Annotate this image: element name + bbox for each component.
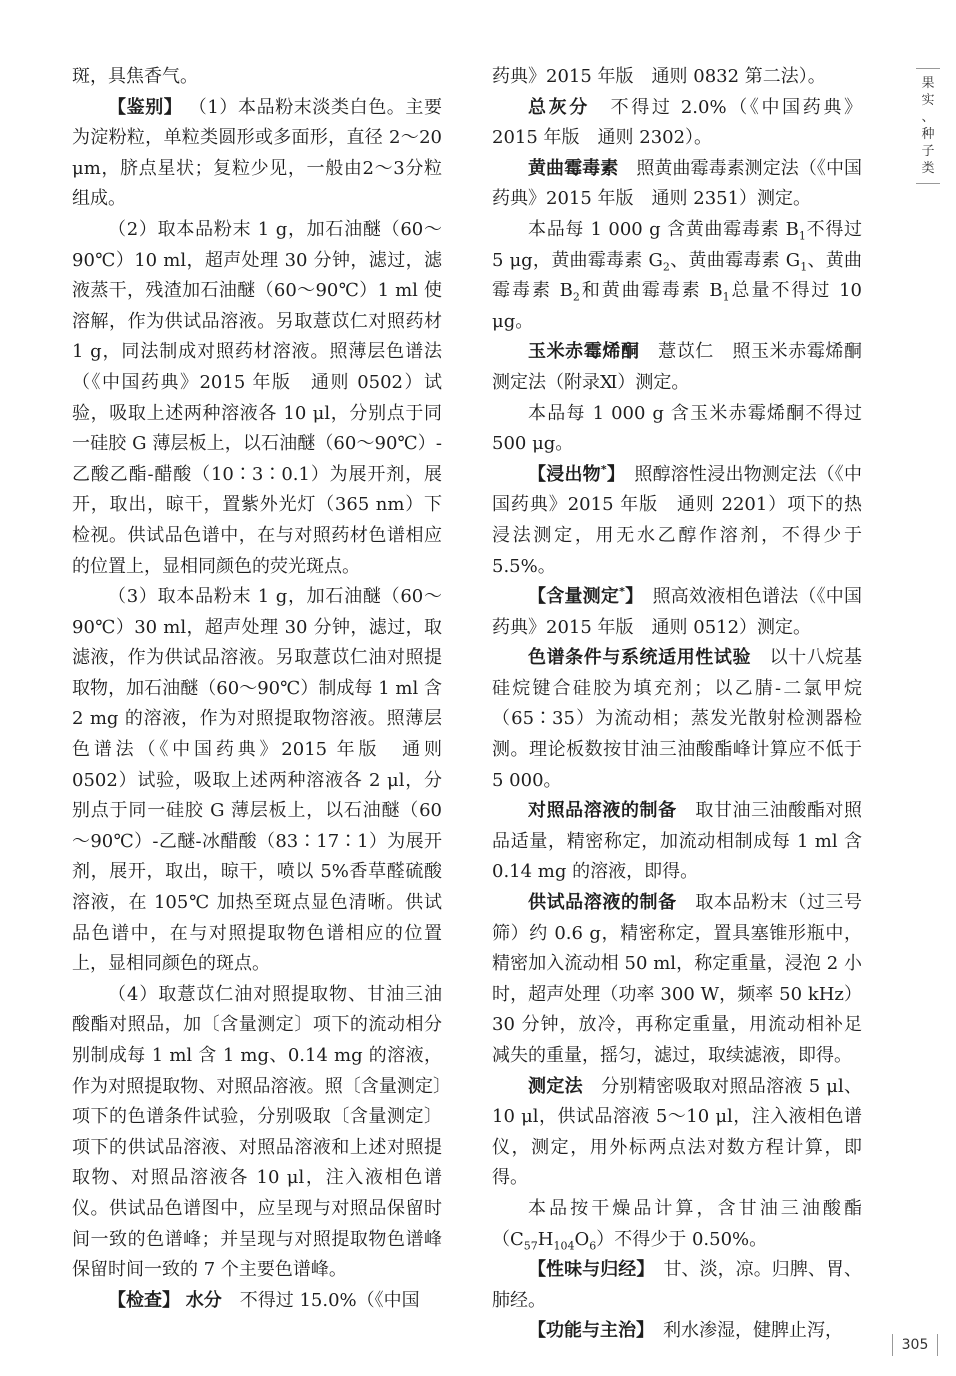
asterisk: *	[600, 462, 607, 476]
chapter-side-tab	[916, 68, 940, 184]
text: H	[537, 1228, 554, 1250]
text: 、黄曲霉毒素 B	[492, 249, 862, 302]
subheading-aflatoxin: 黄曲霉毒素	[528, 157, 619, 179]
subheading-zearalenone: 玉米赤霉烯酮	[528, 341, 640, 363]
section-heading-extract	[528, 464, 616, 485]
asterisk: *	[619, 585, 625, 599]
tab-char: 子	[921, 144, 935, 159]
paragraph-reference-solution	[492, 796, 862, 888]
subscript: 57	[523, 1239, 538, 1253]
subheading-ash: 总灰分	[528, 96, 590, 118]
text: 和黄曲霉毒素 B	[579, 280, 723, 302]
tab-char: 种	[921, 127, 935, 142]
paragraph-identify-2	[72, 215, 442, 582]
paragraph-zearalenone	[492, 337, 862, 398]
paragraph-zearalenone-limit	[492, 399, 862, 460]
tab-char: 、	[921, 110, 935, 125]
subheading-test-solution: 供试品溶液的制备	[528, 892, 677, 914]
paragraph-test-solution	[492, 888, 862, 1072]
text: 不得过 15.0%（《中国	[239, 1289, 420, 1311]
text: （2）取本品粉末 1 g，加石油醚（60～90℃）10 ml，超声处理 30 分钟，滤过，滤液蒸干，残渣加石油醚（60～90℃）1 ml 使溶解，作为供试品溶液。另取薏苡仁对照药材 1 g，同法制成对照药材溶液。照薄层色谱法（《中国药典》2015 年版 通则 0502）试验，吸取上述两种溶液各 10 μl，分别点于同一硅胶 G 薄层板上，以石油醚（60～90℃）-乙酸乙酯-醋酸（10∶3∶0.1）为展开剂，展开，取出，晾干，置紫外光灯（365 nm）下检视。供试品色谱中，在与对照药材色谱相应的位置上，显相同颜色的荧光斑点。	[72, 218, 442, 577]
text: 不得过 5 μg，黄曲霉毒素 G	[492, 218, 863, 271]
text: 本品按干燥品计算，含甘油三油酸酯（C	[492, 1197, 862, 1250]
section-heading-function: 【功能与主治】	[528, 1320, 645, 1342]
text: 取甘油三油酸酯对照品适量，精密称定，加流动相制成每 1 ml 含 0.14 mg 的溶液，即得。	[492, 800, 863, 883]
section-heading-check: 【检查】	[108, 1289, 180, 1311]
subscript: 2	[662, 260, 670, 274]
paragraph	[72, 62, 442, 93]
paragraph-ash	[492, 93, 862, 154]
text: （4）取薏苡仁油对照提取物、甘油三油酸酯对照品，加〔含量测定〕项下的流动相分别制成每 1 ml 含 1 mg、0.14 mg 的溶液，作为对照提取物、对照品溶液。照〔含量测定〕项下的色谱条件试验，分别吸取〔含量测定〕项下的供试品溶液、对照品溶液和上述对照提取物、对照品溶液各 10 μl，注入液相色谱仪。供试品色谱图中，应呈现与对照品保留时间一致的色谱峰；并呈现与对照提取物色谱峰保留时间一致的 7 个主要色谱峰。	[72, 983, 442, 1281]
paragraph-extract	[492, 460, 862, 582]
paragraph-aflatoxin-limit	[492, 215, 862, 337]
text: 不得过 2.0%（《中国药典》2015 年版 通则 2302）。	[492, 96, 863, 149]
subscript: 2	[572, 290, 580, 304]
paragraph-identify-3	[72, 582, 442, 980]
text: 药典》2015 年版 通则 0832 第二法）。	[492, 66, 826, 87]
paragraph	[492, 62, 862, 93]
paragraph-check	[72, 1286, 442, 1317]
section-heading-taste: 【性味与归经】	[528, 1259, 646, 1281]
subscript: 1	[798, 229, 806, 243]
text: （3）取本品粉末 1 g，加石油醚（60～90℃）30 ml，超声处理 30 分钟，滤过，取滤液，作为供试品溶液。另取薏苡仁油对照提取物，加石油醚（60～90℃）制成每 1 ml 含 2 mg 的溶液，作为对照提取物溶液。照薄层色谱法（《中国药典》2015 年版 通则 0502）试验，吸取上述两种溶液各 2 μl，分别点于同一硅胶 G 薄层板上，以石油醚（60～90℃）-乙醚-冰醋酸（83∶17∶1）为展开剂，展开，取出，晾干，喷以 5%香草醛硫酸溶液，在 105℃ 加热至斑点显色清晰。供试品色谱中，在与对照提取物色谱相应的位置上，显相同颜色的斑点。	[72, 586, 442, 975]
text: ）不得少于 0.50%。	[596, 1228, 768, 1250]
text: O	[574, 1228, 590, 1250]
text: 照高效液相色谱法（《中国药典》2015 年版 通则 0512）测定。	[492, 586, 863, 638]
text: 照黄曲霉毒素测定法（《中国药典》2015 年版 通则 2351）测定。	[492, 157, 863, 210]
text: 薏苡仁 照玉米赤霉烯酮测定法（附录Ⅺ）测定。	[492, 341, 863, 393]
text: 总量不得过 10 μg。	[492, 280, 862, 332]
tab-char: 果	[921, 76, 935, 91]
heading-text: 【浸出物	[528, 463, 601, 485]
paragraph-content	[492, 1194, 862, 1255]
text: 本品每 1 000 g 含玉米赤霉烯酮不得过 500 μg。	[492, 402, 862, 455]
text: 分别精密吸取对照品溶液 5 μl、10 μl，供试品溶液 5～10 μl，注入液相色谱仪，测定，用外标两点法对数方程计算，即得。	[492, 1075, 863, 1189]
heading-bracket: 】	[624, 586, 635, 608]
text: 取本品粉末（过三号筛）约 0.6 g，精密称定，置具塞锥形瓶中，精密加入流动相 50 ml，称定重量，浸泡 2 小时，超声处理（功率 300 W，频率 50 kHz）30 分钟，放冷，再称定重量，用流动相补足减失的重量，摇匀，滤过，取续滤液，即得。	[492, 892, 863, 1066]
paragraph-identify-4	[72, 980, 442, 1286]
subscript: 104	[553, 1239, 575, 1253]
paragraph-identify-1	[72, 93, 442, 215]
text: （1）本品粉末淡类白色。主要为淀粉粒，单粒类圆形或多面形，直径 2～20 μm，脐点星状；复粒少见，一般由2～3分粒组成。	[72, 96, 442, 210]
subheading-water: 水分	[185, 1289, 222, 1311]
paragraph-function	[492, 1316, 862, 1347]
text: 、黄曲霉毒素 G	[669, 249, 801, 271]
text: 本品每 1 000 g 含黄曲霉毒素 B	[528, 218, 799, 240]
heading-bracket: 】	[606, 463, 617, 485]
tab-char: 类	[921, 161, 935, 176]
subscript: 1	[722, 290, 730, 304]
page-number: 305	[892, 1334, 938, 1356]
text: 照醇溶性浸出物测定法（《中国药典》2015 年版 通则 2201）项下的热浸法测定，用无水乙醇作溶剂，不得少于 5.5%。	[492, 463, 863, 577]
section-heading-identify: 【鉴别】	[108, 96, 183, 118]
tab-char: 实	[921, 93, 935, 108]
paragraph-chromatography	[492, 643, 862, 796]
text: 甘、淡，凉。归脾、胃、肺经。	[492, 1259, 863, 1311]
paragraph-assay	[492, 582, 862, 643]
text: 斑，具焦香气。	[72, 66, 198, 87]
left-column	[72, 62, 442, 1316]
paragraph-method	[492, 1072, 862, 1194]
subscript: 1	[800, 260, 808, 274]
text: 以十八烷基硅烷键合硅胶为填充剂；以乙腈-二氯甲烷（65∶35）为流动相；蒸发光散射检测器检测。理论板数按甘油三油酸酯峰计算应不低于 5 000。	[492, 647, 863, 791]
text: 利水渗湿，健脾止泻，	[663, 1320, 843, 1342]
paragraph-aflatoxin	[492, 154, 862, 215]
subheading-chromatography: 色谱条件与系统适用性试验	[528, 647, 752, 669]
right-column	[492, 62, 862, 1347]
heading-text: 【含量测定	[528, 586, 620, 608]
section-heading-assay	[528, 586, 634, 607]
subheading-method: 测定法	[528, 1075, 583, 1097]
paragraph-taste	[492, 1255, 862, 1316]
subheading-reference-solution: 对照品溶液的制备	[528, 800, 677, 822]
subscript: 6	[589, 1239, 597, 1253]
